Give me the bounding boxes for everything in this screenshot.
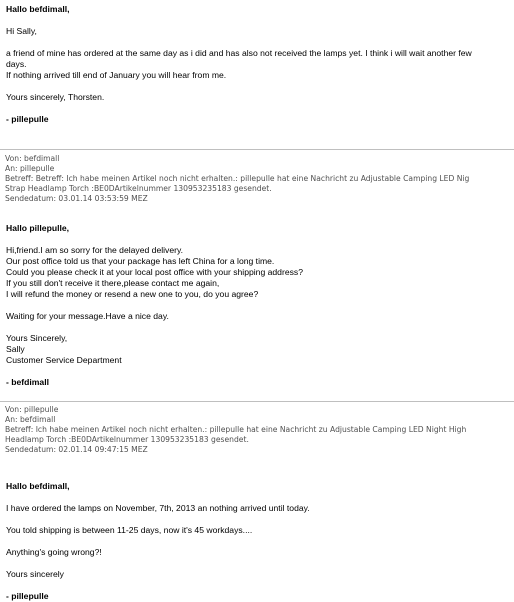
- message-closing: Yours sincerely: [6, 569, 64, 579]
- message-text: Anything's going wrong?!: [6, 547, 102, 557]
- message-greeting: Hallo pillepulle,: [6, 223, 70, 233]
- message-greeting: Hallo befdimall,: [6, 4, 70, 14]
- header-date: Sendedatum: 03.01.14 03:53:59 MEZ: [5, 194, 148, 203]
- header-from: Von: pillepulle: [5, 405, 59, 414]
- message-greeting: Hallo befdimall,: [6, 481, 70, 491]
- message-divider: [0, 149, 514, 150]
- header-subject: Strap Headlamp Torch :BE0DArtikelnummer 130953235183 gesendet.: [5, 184, 272, 193]
- message-closing: Sally: [6, 344, 25, 354]
- message-divider: [0, 401, 514, 402]
- header-from: Von: befdimall: [5, 154, 60, 163]
- message-signature: - pillepulle: [6, 591, 49, 601]
- message-2: [0, 223, 514, 388]
- message-1: [0, 4, 514, 125]
- message-text: If nothing arrived till end of January you will hear from me.: [6, 70, 227, 80]
- message-closing: Customer Service Department: [6, 355, 122, 365]
- message-3: [0, 481, 514, 602]
- message-text: a friend of mine has ordered at the same day as i did and has also not received the lamps yet. I think i will wait another few: [6, 48, 472, 58]
- message-text: Our post office told us that your package has left China for a long time.: [6, 256, 275, 266]
- message-text: days.: [6, 59, 27, 69]
- header-subject: Betreff: Ich habe meinen Artikel noch nicht erhalten.: pillepulle hat eine Nachricht zu Adjustable Camping LED Night High: [5, 425, 467, 434]
- message-text: If you still don't receive it there,please contact me again,: [6, 278, 220, 288]
- message-closing: Yours sincerely, Thorsten.: [6, 92, 105, 102]
- message-text: I have ordered the lamps on November, 7th, 2013 an nothing arrived until today.: [6, 503, 310, 513]
- email-header-2: [0, 405, 514, 455]
- header-subject: Betreff: Betreff: Ich habe meinen Artikel noch nicht erhalten.: pillepulle hat eine Nachricht zu Adjustable Camping LED Nig: [5, 174, 470, 183]
- message-signature: - befdimall: [6, 377, 49, 387]
- message-text: You told shipping is between 11-25 days, now it's 45 workdays....: [6, 525, 253, 535]
- message-text: Waiting for your message.Have a nice day.: [6, 311, 169, 321]
- header-to: An: pillepulle: [5, 164, 55, 173]
- header-date: Sendedatum: 02.01.14 09:47:15 MEZ: [5, 445, 148, 454]
- message-text: I will refund the money or resend a new one to you, do you agree?: [6, 289, 259, 299]
- message-closing: Yours Sincerely,: [6, 333, 68, 343]
- header-subject: Headlamp Torch :BE0DArtikelnummer 130953235183 gesendet.: [5, 435, 249, 444]
- message-salutation: Hi Sally,: [6, 26, 37, 36]
- email-header-1: [0, 154, 514, 204]
- message-text: Could you please check it at your local post office with your shipping address?: [6, 267, 303, 277]
- message-signature: - pillepulle: [6, 114, 49, 124]
- header-to: An: befdimall: [5, 415, 56, 424]
- message-text: Hi,friend.I am so sorry for the delayed delivery.: [6, 245, 184, 255]
